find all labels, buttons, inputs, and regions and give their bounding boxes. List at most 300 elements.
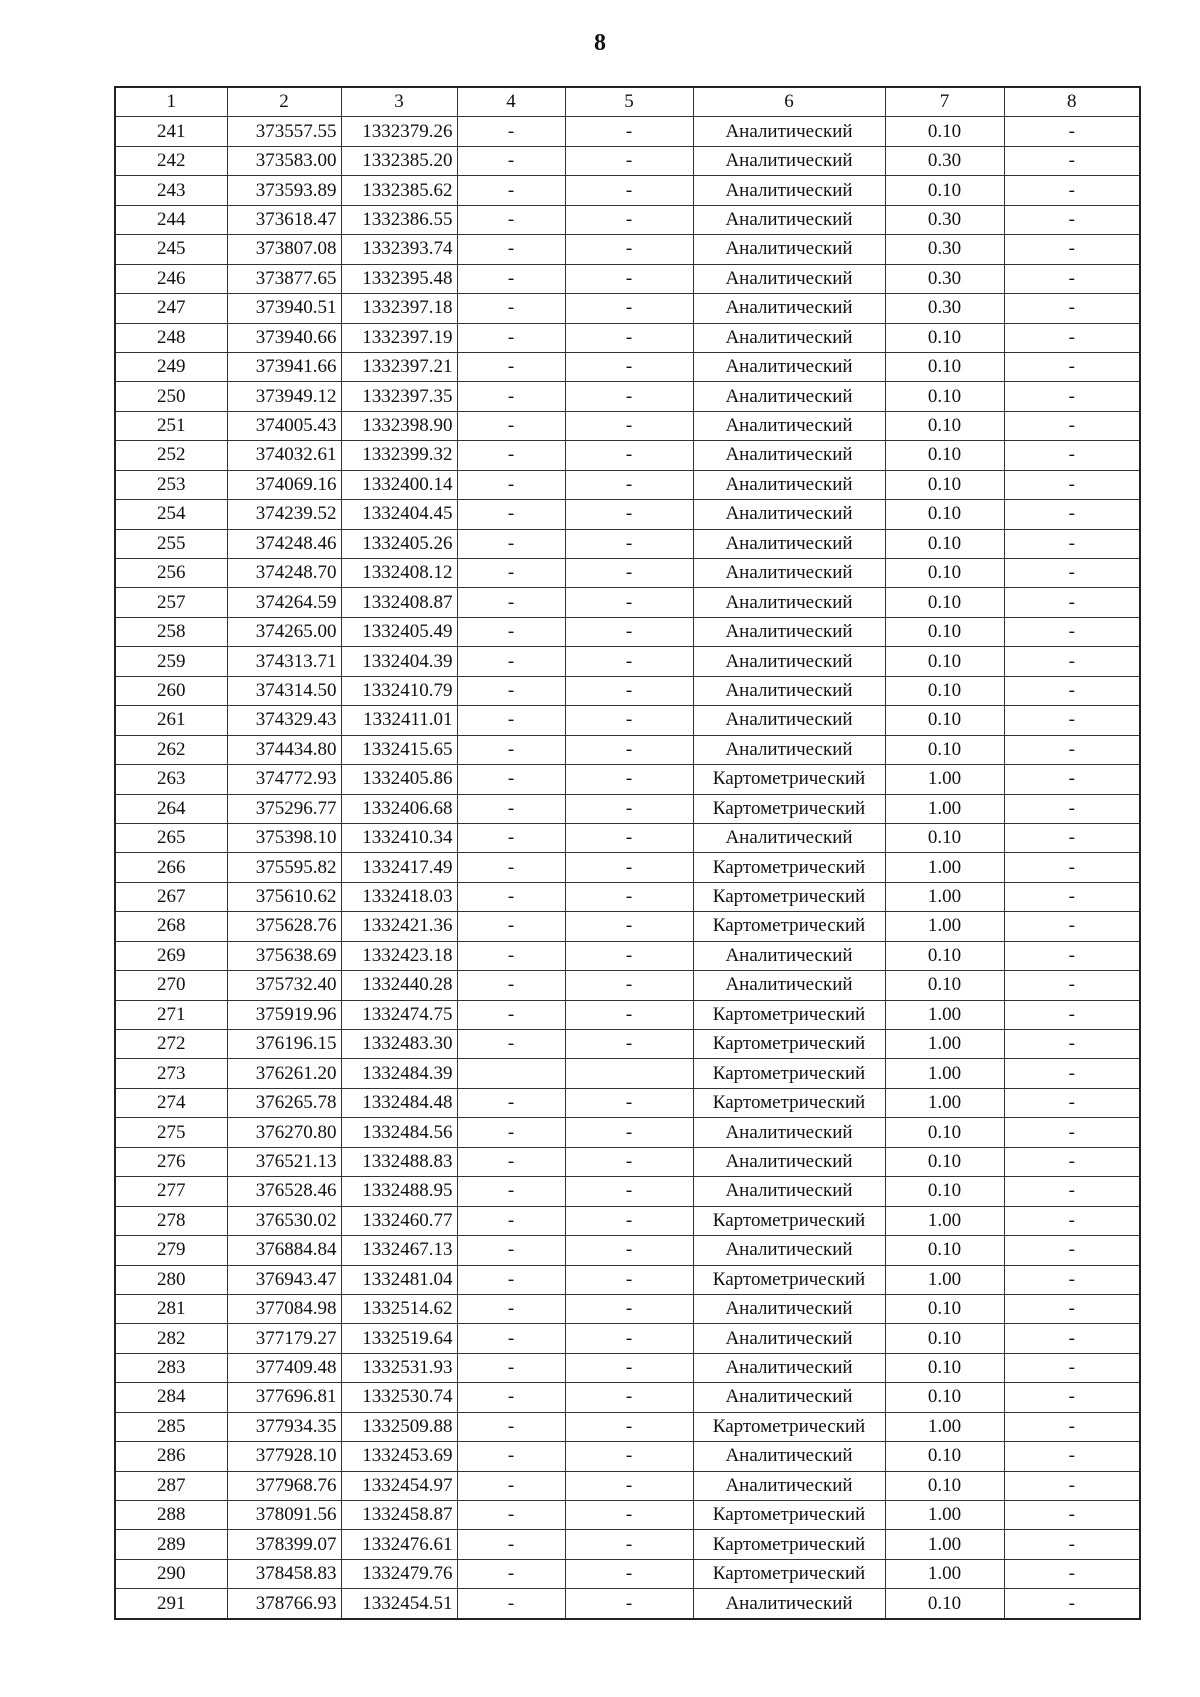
accuracy-cell: 1.00: [885, 1530, 1004, 1559]
y-coordinate: 1332417.49: [341, 853, 457, 882]
col-8-value: -: [1004, 1383, 1140, 1412]
method-cell: Аналитический: [693, 1383, 885, 1412]
table-row: [115, 205, 1140, 234]
col-5-value: -: [565, 146, 693, 175]
col-8-value: -: [1004, 500, 1140, 529]
column-header: 8: [1004, 87, 1140, 117]
col-5-value: -: [565, 1294, 693, 1323]
x-coordinate: 375638.69: [227, 941, 341, 970]
col-4-value: -: [457, 1030, 565, 1059]
col-5-value: -: [565, 1265, 693, 1294]
col-5-value: -: [565, 853, 693, 882]
x-coordinate: 373557.55: [227, 117, 341, 146]
col-5-value: -: [565, 1559, 693, 1588]
y-coordinate: 1332488.95: [341, 1177, 457, 1206]
col-5-value: -: [565, 1324, 693, 1353]
y-coordinate: 1332531.93: [341, 1353, 457, 1382]
x-coordinate: 375398.10: [227, 823, 341, 852]
col-4-value: -: [457, 176, 565, 205]
col-4-value: -: [457, 765, 565, 794]
col-5-value: -: [565, 352, 693, 381]
point-number: 288: [115, 1501, 227, 1530]
col-4-value: -: [457, 117, 565, 146]
col-8-value: -: [1004, 235, 1140, 264]
table-row: [115, 559, 1140, 588]
col-8-value: -: [1004, 1324, 1140, 1353]
col-4-value: -: [457, 912, 565, 941]
y-coordinate: 1332460.77: [341, 1206, 457, 1235]
table-row: [115, 1030, 1140, 1059]
x-coordinate: 376196.15: [227, 1030, 341, 1059]
x-coordinate: 377179.27: [227, 1324, 341, 1353]
col-4-value: -: [457, 706, 565, 735]
y-coordinate: 1332395.48: [341, 264, 457, 293]
accuracy-cell: 1.00: [885, 1412, 1004, 1441]
col-8-value: -: [1004, 382, 1140, 411]
accuracy-cell: 0.10: [885, 559, 1004, 588]
point-number: 258: [115, 617, 227, 646]
x-coordinate: 374265.00: [227, 617, 341, 646]
point-number: 257: [115, 588, 227, 617]
col-4-value: -: [457, 1236, 565, 1265]
accuracy-cell: 1.00: [885, 765, 1004, 794]
table-row: [115, 1236, 1140, 1265]
col-5-value: -: [565, 1088, 693, 1117]
point-number: 279: [115, 1236, 227, 1265]
x-coordinate: 373807.08: [227, 235, 341, 264]
table-row: [115, 500, 1140, 529]
col-4-value: -: [457, 1530, 565, 1559]
accuracy-cell: 1.00: [885, 853, 1004, 882]
method-cell: Аналитический: [693, 676, 885, 705]
x-coordinate: 373940.66: [227, 323, 341, 352]
table-row: [115, 1559, 1140, 1588]
col-4-value: -: [457, 1294, 565, 1323]
accuracy-cell: 0.10: [885, 500, 1004, 529]
method-cell: Аналитический: [693, 264, 885, 293]
method-cell: Аналитический: [693, 971, 885, 1000]
col-4-value: -: [457, 146, 565, 175]
col-4-value: -: [457, 941, 565, 970]
y-coordinate: 1332530.74: [341, 1383, 457, 1412]
accuracy-cell: 0.10: [885, 647, 1004, 676]
accuracy-cell: 0.10: [885, 1353, 1004, 1382]
accuracy-cell: 0.10: [885, 382, 1004, 411]
y-coordinate: 1332408.12: [341, 559, 457, 588]
y-coordinate: 1332423.18: [341, 941, 457, 970]
method-cell: Аналитический: [693, 323, 885, 352]
method-cell: Картометрический: [693, 1530, 885, 1559]
table-row: [115, 294, 1140, 323]
col-5-value: -: [565, 294, 693, 323]
col-5-value: -: [565, 264, 693, 293]
point-number: 271: [115, 1000, 227, 1029]
method-cell: Аналитический: [693, 941, 885, 970]
table-row: [115, 853, 1140, 882]
point-number: 248: [115, 323, 227, 352]
col-8-value: -: [1004, 117, 1140, 146]
x-coordinate: 376521.13: [227, 1147, 341, 1176]
x-coordinate: 374434.80: [227, 735, 341, 764]
y-coordinate: 1332458.87: [341, 1501, 457, 1530]
col-8-value: -: [1004, 1294, 1140, 1323]
accuracy-cell: 0.10: [885, 323, 1004, 352]
accuracy-cell: 1.00: [885, 1206, 1004, 1235]
col-5-value: -: [565, 617, 693, 646]
method-cell: Аналитический: [693, 529, 885, 558]
method-cell: Аналитический: [693, 1236, 885, 1265]
col-4-value: -: [457, 1471, 565, 1500]
x-coordinate: 375919.96: [227, 1000, 341, 1029]
method-cell: Аналитический: [693, 470, 885, 499]
x-coordinate: 378091.56: [227, 1501, 341, 1530]
y-coordinate: 1332411.01: [341, 706, 457, 735]
column-header: 3: [341, 87, 457, 117]
y-coordinate: 1332483.30: [341, 1030, 457, 1059]
accuracy-cell: 0.10: [885, 411, 1004, 440]
method-cell: Картометрический: [693, 1501, 885, 1530]
col-5-value: -: [565, 823, 693, 852]
col-8-value: -: [1004, 264, 1140, 293]
x-coordinate: 378399.07: [227, 1530, 341, 1559]
y-coordinate: 1332410.34: [341, 823, 457, 852]
point-number: 289: [115, 1530, 227, 1559]
table-row: [115, 1147, 1140, 1176]
x-coordinate: 374248.70: [227, 559, 341, 588]
table-row: [115, 1294, 1140, 1323]
x-coordinate: 376265.78: [227, 1088, 341, 1117]
point-number: 269: [115, 941, 227, 970]
x-coordinate: 373940.51: [227, 294, 341, 323]
y-coordinate: 1332397.19: [341, 323, 457, 352]
x-coordinate: 375628.76: [227, 912, 341, 941]
col-4-value: -: [457, 205, 565, 234]
accuracy-cell: 1.00: [885, 794, 1004, 823]
method-cell: Картометрический: [693, 1059, 885, 1088]
col-8-value: -: [1004, 882, 1140, 911]
table-row: [115, 1177, 1140, 1206]
col-8-value: -: [1004, 411, 1140, 440]
col-8-value: -: [1004, 765, 1140, 794]
col-5-value: -: [565, 205, 693, 234]
y-coordinate: 1332418.03: [341, 882, 457, 911]
col-8-value: -: [1004, 1177, 1140, 1206]
x-coordinate: 376530.02: [227, 1206, 341, 1235]
x-coordinate: 374314.50: [227, 676, 341, 705]
table-row: [115, 1059, 1140, 1088]
accuracy-cell: 0.10: [885, 1471, 1004, 1500]
y-coordinate: 1332440.28: [341, 971, 457, 1000]
y-coordinate: 1332399.32: [341, 441, 457, 470]
col-8-value: -: [1004, 676, 1140, 705]
table-row: [115, 706, 1140, 735]
point-number: 241: [115, 117, 227, 146]
method-cell: Аналитический: [693, 176, 885, 205]
col-4-value: -: [457, 823, 565, 852]
y-coordinate: 1332405.49: [341, 617, 457, 646]
method-cell: Картометрический: [693, 1412, 885, 1441]
accuracy-cell: 0.10: [885, 352, 1004, 381]
y-coordinate: 1332421.36: [341, 912, 457, 941]
x-coordinate: 373949.12: [227, 382, 341, 411]
point-number: 284: [115, 1383, 227, 1412]
point-number: 256: [115, 559, 227, 588]
y-coordinate: 1332404.45: [341, 500, 457, 529]
accuracy-cell: 0.10: [885, 1383, 1004, 1412]
col-8-value: -: [1004, 1353, 1140, 1382]
col-5-value: -: [565, 1412, 693, 1441]
y-coordinate: 1332379.26: [341, 117, 457, 146]
col-4-value: -: [457, 617, 565, 646]
method-cell: Аналитический: [693, 1324, 885, 1353]
col-8-value: -: [1004, 1118, 1140, 1147]
method-cell: Аналитический: [693, 235, 885, 264]
y-coordinate: 1332453.69: [341, 1442, 457, 1471]
table-row: [115, 176, 1140, 205]
x-coordinate: 376528.46: [227, 1177, 341, 1206]
col-8-value: -: [1004, 176, 1140, 205]
point-number: 276: [115, 1147, 227, 1176]
y-coordinate: 1332454.51: [341, 1589, 457, 1619]
col-4-value: -: [457, 382, 565, 411]
point-number: 263: [115, 765, 227, 794]
table-row: [115, 823, 1140, 852]
col-4-value: -: [457, 971, 565, 1000]
x-coordinate: 374329.43: [227, 706, 341, 735]
x-coordinate: 377968.76: [227, 1471, 341, 1500]
table-row: [115, 912, 1140, 941]
x-coordinate: 375595.82: [227, 853, 341, 882]
y-coordinate: 1332509.88: [341, 1412, 457, 1441]
x-coordinate: 373877.65: [227, 264, 341, 293]
x-coordinate: 373618.47: [227, 205, 341, 234]
y-coordinate: 1332484.39: [341, 1059, 457, 1088]
accuracy-cell: 1.00: [885, 1059, 1004, 1088]
x-coordinate: 378458.83: [227, 1559, 341, 1588]
x-coordinate: 374069.16: [227, 470, 341, 499]
method-cell: Аналитический: [693, 706, 885, 735]
col-5-value: -: [565, 1236, 693, 1265]
col-8-value: -: [1004, 617, 1140, 646]
col-5-value: -: [565, 176, 693, 205]
table-row: [115, 1088, 1140, 1117]
col-5-value: -: [565, 1030, 693, 1059]
table-row: [115, 117, 1140, 146]
col-5-value: [565, 1059, 693, 1088]
col-8-value: -: [1004, 1412, 1140, 1441]
col-4-value: -: [457, 676, 565, 705]
method-cell: Аналитический: [693, 1177, 885, 1206]
col-5-value: -: [565, 1147, 693, 1176]
point-number: 286: [115, 1442, 227, 1471]
accuracy-cell: 0.10: [885, 1147, 1004, 1176]
accuracy-cell: 1.00: [885, 1000, 1004, 1029]
method-cell: Аналитический: [693, 441, 885, 470]
col-8-value: -: [1004, 1206, 1140, 1235]
col-8-value: -: [1004, 794, 1140, 823]
table-row: [115, 441, 1140, 470]
table-row: [115, 617, 1140, 646]
point-number: 282: [115, 1324, 227, 1353]
accuracy-cell: 0.30: [885, 235, 1004, 264]
accuracy-cell: 0.10: [885, 441, 1004, 470]
point-number: 291: [115, 1589, 227, 1619]
point-number: 275: [115, 1118, 227, 1147]
col-5-value: -: [565, 235, 693, 264]
point-number: 242: [115, 146, 227, 175]
table-row: [115, 1412, 1140, 1441]
accuracy-cell: 0.30: [885, 146, 1004, 175]
col-4-value: -: [457, 853, 565, 882]
col-4-value: -: [457, 1412, 565, 1441]
col-8-value: -: [1004, 647, 1140, 676]
method-cell: Картометрический: [693, 1559, 885, 1588]
method-cell: Аналитический: [693, 352, 885, 381]
table-row: [115, 1501, 1140, 1530]
col-8-value: -: [1004, 1059, 1140, 1088]
method-cell: Аналитический: [693, 382, 885, 411]
accuracy-cell: 0.10: [885, 617, 1004, 646]
point-number: 278: [115, 1206, 227, 1235]
y-coordinate: 1332393.74: [341, 235, 457, 264]
x-coordinate: 374313.71: [227, 647, 341, 676]
method-cell: Аналитический: [693, 146, 885, 175]
method-cell: Аналитический: [693, 1471, 885, 1500]
col-8-value: -: [1004, 823, 1140, 852]
table-row: [115, 382, 1140, 411]
x-coordinate: 375610.62: [227, 882, 341, 911]
point-number: 274: [115, 1088, 227, 1117]
y-coordinate: 1332514.62: [341, 1294, 457, 1323]
table-row: [115, 470, 1140, 499]
col-4-value: -: [457, 529, 565, 558]
method-cell: Аналитический: [693, 1147, 885, 1176]
col-5-value: -: [565, 1118, 693, 1147]
col-5-value: -: [565, 1471, 693, 1500]
table-row: [115, 794, 1140, 823]
col-4-value: -: [457, 1353, 565, 1382]
col-4-value: -: [457, 588, 565, 617]
method-cell: Аналитический: [693, 559, 885, 588]
col-5-value: -: [565, 470, 693, 499]
x-coordinate: 376261.20: [227, 1059, 341, 1088]
point-number: 290: [115, 1559, 227, 1588]
y-coordinate: 1332400.14: [341, 470, 457, 499]
col-4-value: -: [457, 1324, 565, 1353]
point-number: 255: [115, 529, 227, 558]
col-8-value: -: [1004, 588, 1140, 617]
point-number: 273: [115, 1059, 227, 1088]
accuracy-cell: 0.10: [885, 676, 1004, 705]
y-coordinate: 1332397.21: [341, 352, 457, 381]
method-cell: Аналитический: [693, 294, 885, 323]
x-coordinate: 374264.59: [227, 588, 341, 617]
method-cell: Картометрический: [693, 853, 885, 882]
y-coordinate: 1332415.65: [341, 735, 457, 764]
col-5-value: -: [565, 647, 693, 676]
point-number: 280: [115, 1265, 227, 1294]
col-5-value: -: [565, 529, 693, 558]
table-row: [115, 647, 1140, 676]
y-coordinate: 1332404.39: [341, 647, 457, 676]
accuracy-cell: 0.30: [885, 205, 1004, 234]
method-cell: Аналитический: [693, 1118, 885, 1147]
col-5-value: -: [565, 323, 693, 352]
method-cell: Картометрический: [693, 1206, 885, 1235]
y-coordinate: 1332519.64: [341, 1324, 457, 1353]
point-number: 272: [115, 1030, 227, 1059]
col-4-value: -: [457, 1589, 565, 1619]
col-8-value: -: [1004, 470, 1140, 499]
col-5-value: -: [565, 1206, 693, 1235]
y-coordinate: 1332405.86: [341, 765, 457, 794]
method-cell: Картометрический: [693, 1030, 885, 1059]
accuracy-cell: 1.00: [885, 882, 1004, 911]
y-coordinate: 1332454.97: [341, 1471, 457, 1500]
col-8-value: -: [1004, 1236, 1140, 1265]
x-coordinate: 375732.40: [227, 971, 341, 1000]
method-cell: Аналитический: [693, 1442, 885, 1471]
col-8-value: -: [1004, 1471, 1140, 1500]
col-5-value: -: [565, 1177, 693, 1206]
point-number: 270: [115, 971, 227, 1000]
x-coordinate: 373941.66: [227, 352, 341, 381]
table-row: [115, 323, 1140, 352]
x-coordinate: 374005.43: [227, 411, 341, 440]
point-number: 264: [115, 794, 227, 823]
col-5-value: -: [565, 500, 693, 529]
method-cell: Картометрический: [693, 1088, 885, 1117]
method-cell: Аналитический: [693, 617, 885, 646]
col-8-value: -: [1004, 971, 1140, 1000]
method-cell: Картометрический: [693, 882, 885, 911]
y-coordinate: 1332479.76: [341, 1559, 457, 1588]
y-coordinate: 1332410.79: [341, 676, 457, 705]
table-row: [115, 1265, 1140, 1294]
point-number: 262: [115, 735, 227, 764]
point-number: 254: [115, 500, 227, 529]
accuracy-cell: 1.00: [885, 1559, 1004, 1588]
point-number: 250: [115, 382, 227, 411]
col-8-value: -: [1004, 323, 1140, 352]
accuracy-cell: 0.10: [885, 971, 1004, 1000]
col-5-value: -: [565, 411, 693, 440]
point-number: 267: [115, 882, 227, 911]
method-cell: Аналитический: [693, 823, 885, 852]
col-5-value: -: [565, 559, 693, 588]
y-coordinate: 1332405.26: [341, 529, 457, 558]
col-8-value: -: [1004, 559, 1140, 588]
col-8-value: -: [1004, 529, 1140, 558]
col-8-value: -: [1004, 1530, 1140, 1559]
accuracy-cell: 1.00: [885, 1265, 1004, 1294]
accuracy-cell: 0.10: [885, 1294, 1004, 1323]
col-4-value: -: [457, 735, 565, 764]
method-cell: Аналитический: [693, 588, 885, 617]
col-5-value: -: [565, 588, 693, 617]
col-5-value: -: [565, 971, 693, 1000]
accuracy-cell: 0.10: [885, 1118, 1004, 1147]
table-row: [115, 971, 1140, 1000]
col-4-value: -: [457, 1118, 565, 1147]
accuracy-cell: 0.10: [885, 941, 1004, 970]
accuracy-cell: 1.00: [885, 1030, 1004, 1059]
method-cell: Аналитический: [693, 1589, 885, 1619]
table-row: [115, 1530, 1140, 1559]
col-8-value: -: [1004, 205, 1140, 234]
y-coordinate: 1332385.20: [341, 146, 457, 175]
point-number: 251: [115, 411, 227, 440]
